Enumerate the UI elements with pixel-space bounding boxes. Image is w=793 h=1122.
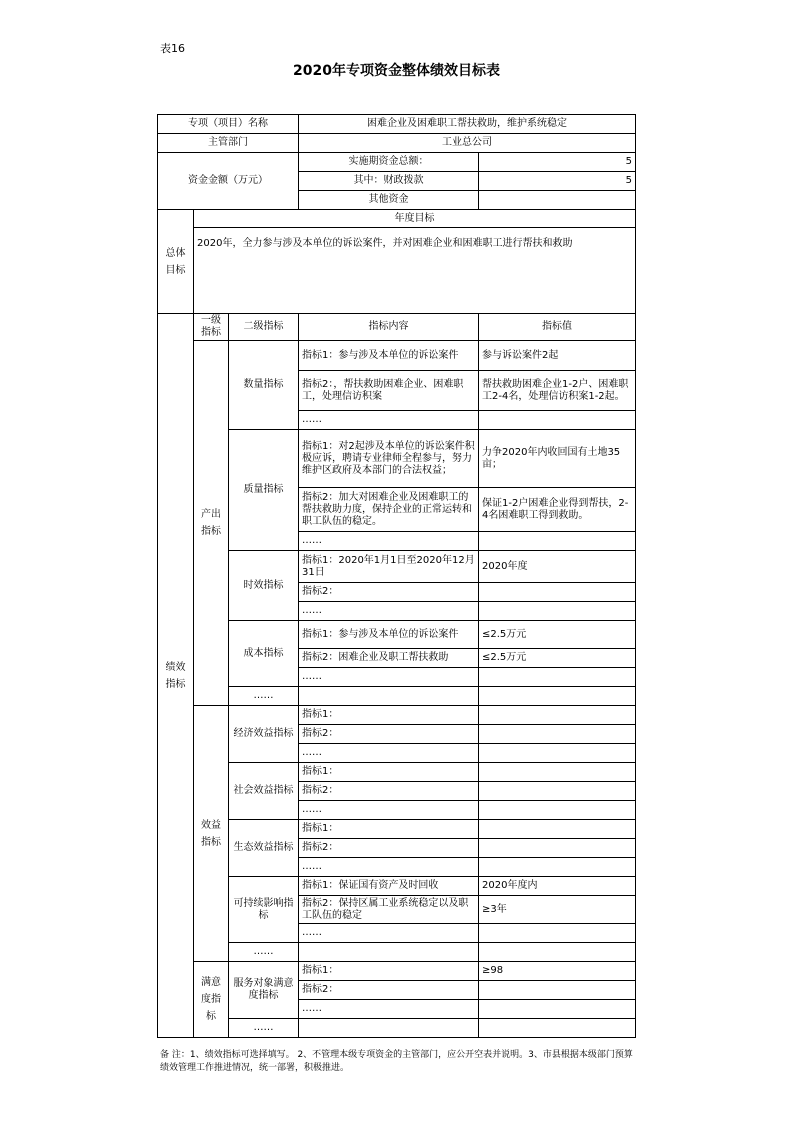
indicator-value [479,839,636,858]
fund-other-value [479,191,636,210]
satisfaction-more-label: …… [229,1019,299,1038]
indicator-content: …… [299,924,479,943]
indicator-value [479,411,636,430]
col-level1-header: 一级指标 [194,314,229,341]
col-content-header: 指标内容 [299,314,479,341]
indicator-content: …… [299,858,479,877]
indicator-content: 指标1：2020年1月1日至2020年12月31日 [299,551,479,583]
indicator-content: 指标2：加大对困难企业及困难职工的帮扶救助力度，保持企业的正常运转和职工队伍的稳定。 [299,488,479,532]
output-more-label: …… [229,687,299,706]
indicator-content: 指标1：保证国有资产及时回收 [299,877,479,896]
indicator-value: 2020年度 [479,551,636,583]
indicator-content: 指标2： [299,583,479,602]
indicator-value: 力争2020年内收回国有土地35亩； [479,430,636,488]
indicator-content: 指标2： [299,839,479,858]
indicator-content: 指标2：，帮扶救助困难企业、困难职工，处理信访积案 [299,371,479,411]
indicator-content: 指标2：保持区属工业系统稳定以及职工队伍的稳定 [299,896,479,924]
annual-goal-text: 2020年，全力参与涉及本单位的诉讼案件，并对困难企业和困难职工进行帮扶和救助 [194,228,636,314]
indicator-value: 帮扶救助困难企业1-2户、困难职工2-4名，处理信访积案1-2起。 [479,371,636,411]
fund-fiscal-value: 5 [479,172,636,191]
indicator-content: 指标1：对2起涉及本单位的诉讼案件积极应诉，聘请专业律师全程参与，努力维护区政府及本部门的合法权益； [299,430,479,488]
indicator-value: ≥3年 [479,896,636,924]
indicator-value [479,744,636,763]
indicator-value [479,981,636,1000]
indicator-value [479,1000,636,1019]
indicator-value: 参与诉讼案件2起 [479,341,636,371]
indicator-content: …… [299,602,479,621]
satisfaction-indicator-label: 满意度指标 [194,962,229,1038]
fund-total-value: 5 [479,153,636,172]
output-indicator-label: 产出指标 [194,341,229,706]
indicator-content: 指标2：困难企业及职工帮扶救助 [299,649,479,668]
quality-indicator-label: 质量指标 [229,430,299,551]
col-level2-header: 二级指标 [229,314,299,341]
timeliness-indicator-label: 时效指标 [229,551,299,621]
fund-amount-label: 资金金额（万元） [158,153,299,210]
indicator-content: …… [299,411,479,430]
annual-goal-header: 年度目标 [194,210,636,228]
fund-fiscal-label: 其中：财政拨款 [299,172,479,191]
footnote: 备 注：1、绩效指标可选择填写。 2、不管理本级专项资金的主管部门，应公开空表并说明。3、市县根据本级部门预算绩效管理工作推进情况，统一部署，积极推进。 [160,1050,633,1073]
performance-indicator-label: 绩效指标 [158,314,194,1038]
indicator-content: 指标1：参与涉及本单位的诉讼案件 [299,621,479,649]
indicator-value [479,668,636,687]
project-name-label: 专项（项目）名称 [158,115,299,134]
indicator-value [479,924,636,943]
indicator-value [479,801,636,820]
indicator-value [479,782,636,801]
indicator-value: ≤2.5万元 [479,621,636,649]
col-value-header: 指标值 [479,314,636,341]
table-number: 表16 [160,42,185,55]
indicator-value: 保证1-2户困难企业得到帮扶，2-4名困难职工得到救助。 [479,488,636,532]
indicator-value: ≤2.5万元 [479,649,636,668]
indicator-value [479,532,636,551]
indicator-content: 指标2： [299,725,479,744]
indicator-content: …… [299,668,479,687]
indicator-content: …… [299,1000,479,1019]
quantity-indicator-label: 数量指标 [229,341,299,430]
indicator-content: 指标1：参与涉及本单位的诉讼案件 [299,341,479,371]
indicator-value [479,706,636,725]
indicator-value [479,858,636,877]
fund-other-label: 其他资金 [299,191,479,210]
service-satisfaction-label: 服务对象满意度指标 [229,962,299,1019]
indicator-value [479,763,636,782]
indicator-value [479,820,636,839]
indicator-value: 2020年度内 [479,877,636,896]
indicator-content: 指标2： [299,782,479,801]
department-label: 主管部门 [158,134,299,153]
indicator-content: 指标1： [299,706,479,725]
ecological-indicator-label: 生态效益指标 [229,820,299,877]
benefit-indicator-label: 效益指标 [194,706,229,962]
indicator-content: 指标1： [299,763,479,782]
indicator-content: …… [299,532,479,551]
indicator-value: ≥98 [479,962,636,981]
indicator-content: 指标1： [299,962,479,981]
cost-indicator-label: 成本指标 [229,621,299,687]
economic-indicator-label: 经济效益指标 [229,706,299,763]
fund-total-label: 实施期资金总额： [299,153,479,172]
page-title: 2020年专项资金整体绩效目标表 [293,63,500,79]
overall-goal-label: 总体目标 [158,210,194,314]
department-value: 工业总公司 [299,134,636,153]
benefit-more-label: …… [229,943,299,962]
indicator-content: …… [299,801,479,820]
indicator-content: 指标2： [299,981,479,1000]
indicator-content: 指标1： [299,820,479,839]
project-name-value: 困难企业及困难职工帮扶救助，维护系统稳定 [299,115,636,134]
sustainable-indicator-label: 可持续影响指标 [229,877,299,943]
performance-goal-table [157,114,636,1038]
indicator-value [479,725,636,744]
indicator-value [479,583,636,602]
indicator-value [479,602,636,621]
social-indicator-label: 社会效益指标 [229,763,299,820]
indicator-content: …… [299,744,479,763]
